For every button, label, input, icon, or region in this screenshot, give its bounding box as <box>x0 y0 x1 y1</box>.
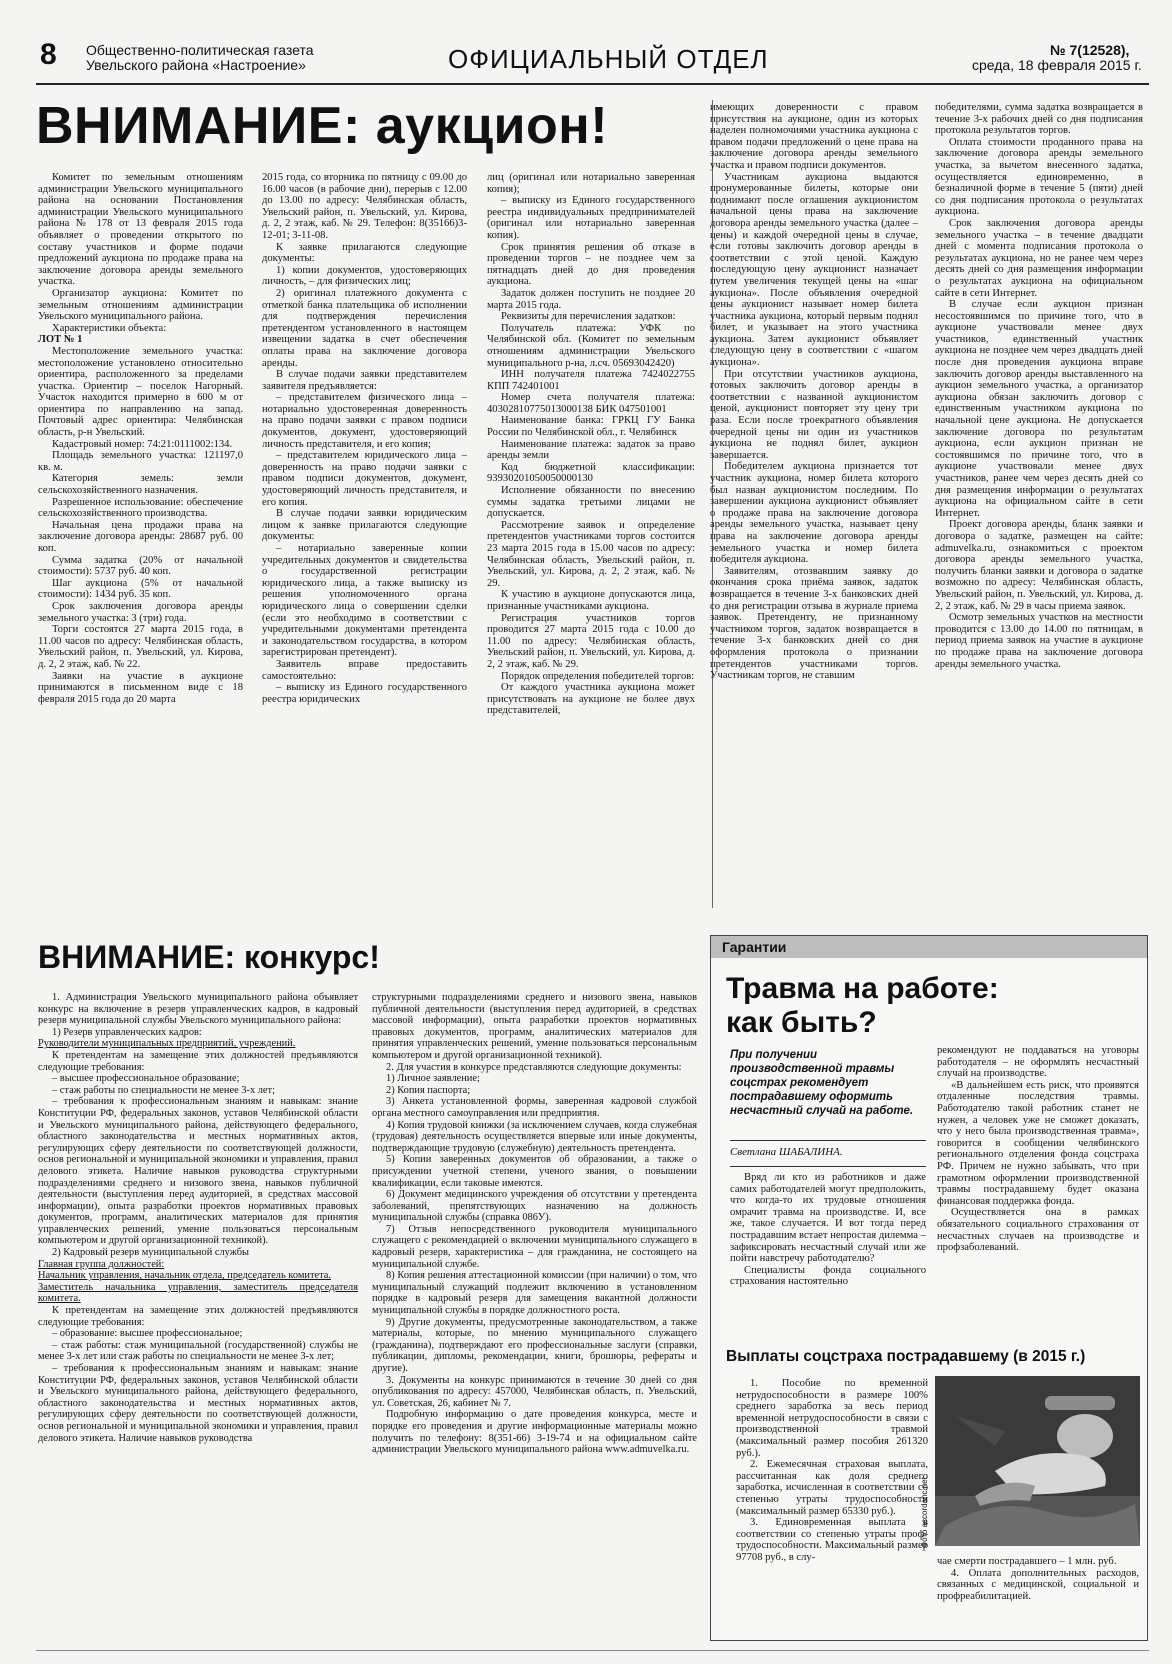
paragraph: Проект договора аренды, бланк заявки и договора о задатке, размещен на сайте: admuvelka.ru, ознакомиться с проектом договора аренды земельного участка, получить бланки заявки и договора о задатке возможно по адресу: Челябинская область, Увельский район, п. Увельский, ул. Кирова, д. 2, 2 этаж, каб. № 29 в часы приема заявок. <box>935 519 1143 612</box>
footer-rule <box>36 1650 1149 1651</box>
auction-headline: ВНИМАНИЕ: аукцион! <box>36 97 609 155</box>
guarantee-headline-1: Травма на работе: <box>726 972 999 1005</box>
auction-col-2 <box>262 172 467 907</box>
paragraph: – нотариально заверенные копии учредительных документов и свидетельства о государственной регистрации юридического лица, а также выписку из решения уполномоченного органа юридического лица о совершении сделки (если это необходимо в соответствии с учредительными документами претендента и законодательством государства, в котором зарегистрирован претендент). <box>262 543 467 659</box>
paragraph: Срок заключения договора аренды земельного участка: 3 (три) года. <box>38 600 243 624</box>
guarantee-lead: При получении производственной травмы соцстрах рекомендует пострадавшему оформить несчастный случай на работе. <box>730 1049 914 1117</box>
guarantee-payments-right <box>937 1556 1139 1636</box>
paragraph: Наименование платежа: задаток за право аренды земли <box>487 438 695 462</box>
paragraph: Площадь земельного участка: 121197,0 кв. м. <box>38 450 243 473</box>
paragraph: Организатор аукциона: Комитет по земельным отношениям администрации Увельского муниципального района. <box>38 287 243 323</box>
paragraph: В случае если аукцион признан несостоявшимся по причине того, что в аукционе участвовали менее двух участников, единственный участник аукциона не позднее чем через двадцать дней после дня проведения аукциона вправе заключить договор аренды выставленного на аукцион земельного участка, а организатор аукциона обязан заключить договор с единственным участником аукциона по начальной цене аукциона. Не допускается заключение договора по результатам аукциона, если аукцион признан не состоявшимся по причине того, что в аукционе участвовали менее двух участников, ранее чем через десять дней со дня размещения информации о результатах аукциона на официальном сайте в сети Интернет. <box>935 299 1143 519</box>
paragraph: – требования к профессиональным знаниям и навыкам: знание Конституции РФ, федеральных законов, уставов Челябинской области и Увельского муниципального района, действующего федерального, областного законодательства и местных нормативных актов, регулирующих сферу деятельности по соответствующей должности, основ региональной и муниципальной экономики и управления, правил делового этикета. Наличие навыков руководства структурными подразделениями среднего и низового звена, навыков публичной деятельности (выступления перед аудиторией, в средствах массовой информации), опыта разработки проектов нормативных правовых документов, программ, аналитических материалов для принятия управленческих решений, умение пользоваться персональным компьютером и другой организационной техникой). <box>38 1096 358 1247</box>
paragraph: В случае подачи заявки представителем заявителя предъявляется: <box>262 369 467 392</box>
paragraph: 6) Документ медицинского учреждения об отсутствии у претендента заболеваний, препятствующих назначению на должность муниципальной службы (справка 086У). <box>372 1189 697 1224</box>
paper-title-line1: Общественно-политическая газета <box>86 42 314 58</box>
paragraph: Главная группа должностей: <box>38 1258 165 1270</box>
paragraph: Наименование банка: ГРКЦ ГУ Банка России по Челябинской обл., г. Челябинск <box>487 415 695 439</box>
paragraph: Комитет по земельным отношениям администрации Увельского муниципального района на основании Постановления администрации Увельского муниципального района № 178 от 13 февраля 2015 года объявляет о проведении открытого по составу участников и форме подачи предложений аукциона по продаже права на заключение договора аренды земельного участка. <box>38 172 243 288</box>
paragraph: В случае подачи заявки юридическим лицом к заявке прилагаются следующие документы: <box>262 508 467 543</box>
paragraph: От каждого участника аукциона может присутствовать на аукционе не более двух представителей, <box>487 682 695 717</box>
paragraph: победителями, сумма задатка возвращается в течение 3-х рабочих дней со дня подписания протокола результатов торгов. <box>935 102 1143 137</box>
paragraph: 2015 года, со вторника по пятницу с 09.00 до 16.00 часов (в рабочие дни), перерыв с 12.00 до 13.00 по адресу: Челябинская область, Увельский район, п. Увельский, ул. Кирова, д. 2, 2 этаж, каб. № 29. Телефон: 8(35166)3-12-01; 3-11-08. <box>262 172 467 241</box>
paragraph: Участникам аукциона выдаются пронумерованные билеты, которые они поднимают после оглашения аукционистом начальной цены права на заключение договора аренды земельного участка (далее – цены) и каждой очередной цены в случае, если готовы заключить договор аренды в соответствии с этой ценой. Каждую последующую цену аукционист назначает путем увеличения текущей цены на «шаг аукциона». После объявления очередной цены аукционист называет номер билета участника аукциона, который первым поднял билет, и указывает на этого участника аукциона. Затем аукционист объявляет следующую цену в соответствии с «шагом аукциона». <box>710 171 918 369</box>
guarantee-subheadline: Выплаты соцстраха пострадавшему (в 2015 г.) <box>726 1348 1086 1365</box>
paragraph: Победителем аукциона признается тот участник аукциона, номер билета которого был назван аукционистом последним. По завершении аукциона аукционист объявляет о продаже права на заключение договора аренды земельного участка, называет цену права на заключение договора аренды земельного участка и номер билета победителя аукциона. <box>710 461 918 566</box>
paragraph: Торги состоятся 27 марта 2015 года, в 11.00 часов по адресу: Челябинская область, Увельский район, п. Увельский, ул. Кирова, д. 2, 2 этаж, каб. № 22. <box>38 624 243 670</box>
paragraph: Регистрация участников торгов проводится 27 марта 2015 года с 10.00 до 11.00 по адресу: Челябинская область, Увельский район, п. Увельский, ул. Кирова, д. 2, 2 этаж, каб. № 29. <box>487 612 695 670</box>
paragraph: Кадастровый номер: 74:21:0111002:134. <box>52 438 233 450</box>
paragraph: К претендентам на замещение этих должностей предъявляются следующие требования: <box>38 1049 358 1073</box>
paragraph: 2. Ежемесячная страховая выплата, рассчитанная как доля среднего заработка, исчисленная в соответствии со степенью утраты трудоспособности (максимальный размер 65330 руб.). <box>736 1459 928 1517</box>
paragraph: Срок заключения договора аренды земельного участка – в течение двадцати дней с момента подписания протокола о результатах аукциона, но не ранее чем через десять дней со дня размещения информации о результатах аукциона на официальном сайте в сети Интернет. <box>935 217 1143 299</box>
paragraph: Характеристики объекта: <box>52 322 167 334</box>
page-number: 8 <box>40 38 57 71</box>
guarantee-col-2 <box>937 1045 1139 1335</box>
paragraph: Заявки на участие в аукционе принимаются в письменном виде с 18 февраля 2015 года до 20 марта <box>38 670 243 705</box>
paragraph: 3. Единовременная выплата в соответствии со степенью утраты проф-трудоспособности. Максимальный размер 97708 руб., в слу- <box>736 1517 928 1563</box>
paragraph: Руководители муниципальных предприятий, учреждений. <box>38 1038 296 1050</box>
contest-col-1 <box>38 992 358 1644</box>
paragraph: Рассмотрение заявок и определение претендентов участниками торгов состоится 23 марта 2015 года в 15.00 часов по адресу: Челябинская область, Увельский район, п. Увельский, ул. Кирова, д. 2, 2 этаж, каб. № 29. <box>487 519 695 589</box>
paragraph: Код бюджетной классификации: 93930201050050000130 <box>487 461 695 485</box>
paragraph: Осмотр земельных участков на местности проводится с 13.00 до 14.00 по пятницам, в период приема заявок на участие в аукционе по продаже права на заключение договора аренды земельного участка. <box>935 612 1143 670</box>
paragraph: «В дальнейшем есть риск, что проявятся отдаленные последствия травмы. Работодателю такой работник станет не нужен, а человек уже не сможет доказать, что у него была производственная травма», говорится в сообщении челябинского регионального отделения фонда соцстраха РФ. Причем не нужно забывать, что при грамотном оформлении производственной травмы пострадавшему будет оказана финансовая поддержка фонда. <box>937 1079 1139 1207</box>
paragraph: Начальник управления, начальник отдела, председатель комитета. <box>38 1270 331 1282</box>
paragraph: – стаж работы: стаж муниципальной (государственной) службы не менее 3-х лет или стаж работы по специальности не менее 3-х лет; <box>38 1339 358 1363</box>
section-title: ОФИЦИАЛЬНЫЙ ОТДЕЛ <box>448 44 769 74</box>
paragraph: – представителем юридического лица – доверенность на право подачи заявки с правом подписи документов, документ, удостоверяющий личность представителя, и его копия. <box>262 450 467 508</box>
guarantee-author: Светлана ШАБАЛИНА. <box>730 1146 843 1158</box>
paragraph: – высшее профессиональное образование; <box>52 1073 240 1085</box>
paragraph: имеющих доверенности с правом присутствия на аукционе, один из которых наделен полномочиями участника аукциона с правом подачи предложений о цене права на заключение договора аренды земельного участка и правом подписи документов. <box>710 102 918 171</box>
paragraph: 4) Копия трудовой книжки (за исключением случаев, когда служебная (трудовая) деятельность осуществляется впервые или иные документы, подтверждающие трудовую (служебную) деятельность претендента. <box>372 1119 697 1154</box>
paragraph: К претендентам на замещение этих должностей предъявляются следующие требования: <box>38 1305 358 1328</box>
paragraph: 1. Администрация Увельского муниципального района объявляет конкурс на включение в резерв управленческих кадров, в кадровый резерв муниципальной службы Увельского муниципального района: <box>38 992 358 1027</box>
paragraph: Разрешенное использование: обеспечение сельскохозяйственного производства. <box>38 496 243 520</box>
paragraph: 7) Отзыв непосредственного руководителя муниципального служащего с рекомендацией о включении муниципального служащего в кадровый резерв, характеристика – для гражданина, не состоящего на муниципальной службе. <box>372 1223 697 1270</box>
paper-title-line2: Увельского района «Настроение» <box>86 57 306 73</box>
paragraph: 2) оригинал платежного документа с отметкой банка плательщика об исполнении для подтверждения перечисления претендентом установленного в настоящем извещении задатка в счет обеспечения оплаты права на заключение договора аренды. <box>262 287 467 369</box>
header-rule <box>36 83 1149 85</box>
paragraph: Реквизиты для перечисления задатков: <box>501 311 676 323</box>
paragraph: Начальная цена продажи права на заключение договора аренды: 28687 руб. 00 коп. <box>38 519 243 554</box>
paragraph: – выписку из Единого государственного реестра юридических <box>262 682 467 705</box>
paragraph: 5) Копии заверенных документов об образовании, а также о присуждении учетной степени, ученого звания, о повышении квалификации, если таковые имеются. <box>372 1154 697 1189</box>
contest-headline: ВНИМАНИЕ: конкурс! <box>38 939 380 975</box>
paragraph: Осуществляется она в рамках обязательного социального страхования от несчастных случаев на производстве и профзаболеваний. <box>937 1207 1139 1254</box>
guarantee-payments <box>736 1378 928 1633</box>
paragraph: Заявитель вправе предоставить самостоятельно: <box>262 658 467 682</box>
paragraph: 3. Документы на конкурс принимаются в течение 30 дней со дня опубликования по адресу: 457000, Челябинская область, п. Увельский, ул. Советская, 26, кабинет № 7. <box>372 1374 697 1409</box>
guarantee-tag: Гарантии <box>722 939 787 955</box>
paragraph: 2) Кадровый резерв муниципальной службы <box>52 1247 250 1259</box>
paragraph: Задаток должен поступить не позднее 20 марта 2015 года. <box>487 287 695 311</box>
paragraph: 1) Резерв управленческих кадров: <box>52 1026 202 1038</box>
paragraph: 1. Пособие по временной нетрудоспособности в размере 100% среднего заработка за весь период временной нетрудоспособности в связи с производственной травмой (максимальный размер пособия 261320 руб.). <box>736 1378 928 1459</box>
contest-col-2 <box>372 992 697 1644</box>
paragraph: – стаж работы по специальности не менее 3-х лет; <box>52 1084 275 1096</box>
paragraph: ИНН получателя платежа 7424022755 КПП 742401001 <box>487 369 695 392</box>
paragraph: Подробную информацию о дате проведения конкурса, месте и порядке его проведения и другие информационные материалы можно получить по телефону: 8(351-66) 3-19-74 и на официальном сайте администрации Увельского муниципального района www.admuvelka.ru. <box>372 1409 697 1456</box>
paragraph: При отсутствии участников аукциона, готовых заключить договор аренды в соответствии с названной аукционистом ценой, аукционист повторяет эту цену три раза. Если после троекратного объявления очередной цены ни один из участников аукциона не поднял билет, аукцион завершается. <box>710 368 918 461</box>
paragraph: Номер счета получателя платежа: 40302810775013000138 БИК 047501001 <box>487 392 695 415</box>
paragraph: 4. Оплата дополнительных расходов, связанных с медицинской, социальной и профреабилитацией. <box>937 1567 1139 1602</box>
paragraph: чае смерти пострадавшего – 1 млн. руб. <box>937 1556 1117 1567</box>
paragraph: Заместитель начальника управления, заместитель председателя комитета. <box>38 1281 358 1305</box>
auction-col-1 <box>38 172 243 907</box>
paragraph: Исполнение обязанности по внесению суммы задатка третьими лицами не допускается. <box>487 485 695 520</box>
auction-col-3 <box>487 172 695 907</box>
paragraph: Срок принятия решения об отказе в проведении торгов – не позднее чем за пятнадцать дней до дня проведения аукциона. <box>487 241 695 288</box>
paragraph: 2) Копия паспорта; <box>386 1084 471 1096</box>
guarantee-col-1 <box>730 1172 926 1332</box>
auction-col-5 <box>935 102 1143 907</box>
paragraph: 2. Для участия в конкурсе представляются следующие документы: <box>386 1061 682 1073</box>
guarantee-headline-2: как быть? <box>726 1006 877 1039</box>
paragraph: лиц (оригинал или нотариально заверенная копия); <box>487 172 695 195</box>
paragraph: – представителем физического лица – нотариально удостоверенная доверенность на право подачи заявки с правом подписи документов, документ, удостоверяющий личность представителя, и его копия; <box>262 392 467 450</box>
paragraph: К участию в аукционе допускаются лица, признанные участниками аукциона. <box>487 589 695 612</box>
paragraph: Порядок определения победителей торгов: <box>501 670 695 682</box>
paragraph: 9) Другие документы, предусмотренные законодательством, а также материалы, которые, по мнению муниципального служащего (гражданина), подтверждают его профессиональные заслуги (справки, публикации, дипломы, рекомендации, книги, брошюры, рефераты и другие). <box>372 1316 697 1374</box>
paragraph: структурными подразделениями среднего и низового звена, навыков публичной деятельности (выступления перед аудиторией, в средствах массовой информации), опыта разработки проектов нормативных правовых документов, программ, аналитических материалов для принятия управленческих решений, умение пользоваться персональным компьютером и другой организационной техникой). <box>372 992 697 1061</box>
guarantee-lead-rule <box>730 1140 926 1141</box>
photo-credit: Фото accordanc.net <box>920 1477 929 1548</box>
paragraph: ЛОТ № 1 <box>38 334 83 346</box>
paragraph: 1) Личное заявление; <box>386 1073 480 1085</box>
paragraph: Оплата стоимости проданного права на заключение договора аренды земельного участка, за вычетом внесенного задатка, осуществляется единовременно, в безналичной форме в течение 5 (пяти) дней со дня подписания протокола о результатах аукциона. <box>935 136 1143 218</box>
paragraph: – образование: высшее профессиональное; <box>52 1328 243 1340</box>
auction-col-4 <box>710 102 918 907</box>
paragraph: Шаг аукциона (5% от начальной стоимости): 1434 руб. 35 коп. <box>38 577 243 601</box>
paragraph: 1) копии документов, удостоверяющих личность, – для физических лиц; <box>262 264 467 288</box>
paragraph: 8) Копия решения аттестационной комиссии (при наличии) о том, что муниципальный служащий подлежит включению в установленном порядке в кадровый резерв для замещения вакантной должности муниципальной службы в порядке должностного роста. <box>372 1270 697 1317</box>
paragraph: Получатель платежа: УФК по Челябинской обл. (Комитет по земельным отношениям администрации Увельского муниципального р-на, л.сч. 05693042420) <box>487 322 695 369</box>
issue-number: № 7(12528), <box>1050 42 1130 58</box>
issue-date: среда, 18 февраля 2015 г. <box>972 57 1142 73</box>
paragraph: К заявке прилагаются следующие документы: <box>262 241 467 265</box>
paragraph: рекомендуют не поддаваться на уговоры работодателя – не оформлять несчастный случай на производстве. <box>937 1045 1139 1080</box>
paragraph: – требования к профессиональным знаниям и навыкам: знание Конституции РФ, федеральных законов, уставов Челябинской области и Увельского муниципального района, действующего федерального, областного законодательства и местных нормативных актов, регулирующих сферу деятельности по соответствующей должности, основ региональной и муниципальной экономики и управления, правил делового этикета. Наличие навыков руководства <box>38 1363 358 1444</box>
paragraph: – выписку из Единого государственного реестра индивидуальных предпринимателей (оригинал или нотариально заверенная копия). <box>487 195 695 241</box>
guarantee-author-rule <box>730 1166 926 1167</box>
photo-illustration <box>935 1376 1140 1546</box>
photo-injured-worker <box>935 1376 1140 1546</box>
paragraph: Местоположение земельного участка: местоположение установлено относительно ориентира, расположенного за пределами участка. Ориентир – поселок Нагорный. Участок находится примерно в 600 м от ориентира по направлению на запад. Почтовый адрес ориентира: Челябинская область, р-н Увельский. <box>38 345 243 439</box>
paragraph: Специалисты фонда социального страхования настоятельно <box>730 1264 926 1288</box>
paragraph: Вряд ли кто из работников и даже самих работодателей могут предположить, что когда-то их трудовые отношения омрачит травма на производстве. И, все же, такое случается. И вот тогда перед пострадавшим встает непростая дилемма – зафиксировать несчастный случай или же пойти навстречу работодателю? <box>730 1172 926 1265</box>
paragraph: Сумма задатка (20% от начальной стоимости): 5737 руб. 40 коп. <box>38 554 243 578</box>
paragraph: 3) Анкета установленной формы, заверенная кадровой службой органа местного самоуправления или предприятия. <box>372 1096 697 1119</box>
paragraph: Заявителям, отозвавшим заявку до окончания срока приёма заявок, задаток возвращается в течение 3-х банковских дней со дня регистрации отзыва в журнале приема заявок. Претенденту, не признанному участником торгов, задаток возвращается в течение 3-х банковских дней со дня оформления протокола о признании претендентов участниками торгов. Участникам торгов, не ставшим <box>710 565 918 682</box>
paragraph: Категория земель: земли сельскохозяйственного назначения. <box>38 473 243 497</box>
